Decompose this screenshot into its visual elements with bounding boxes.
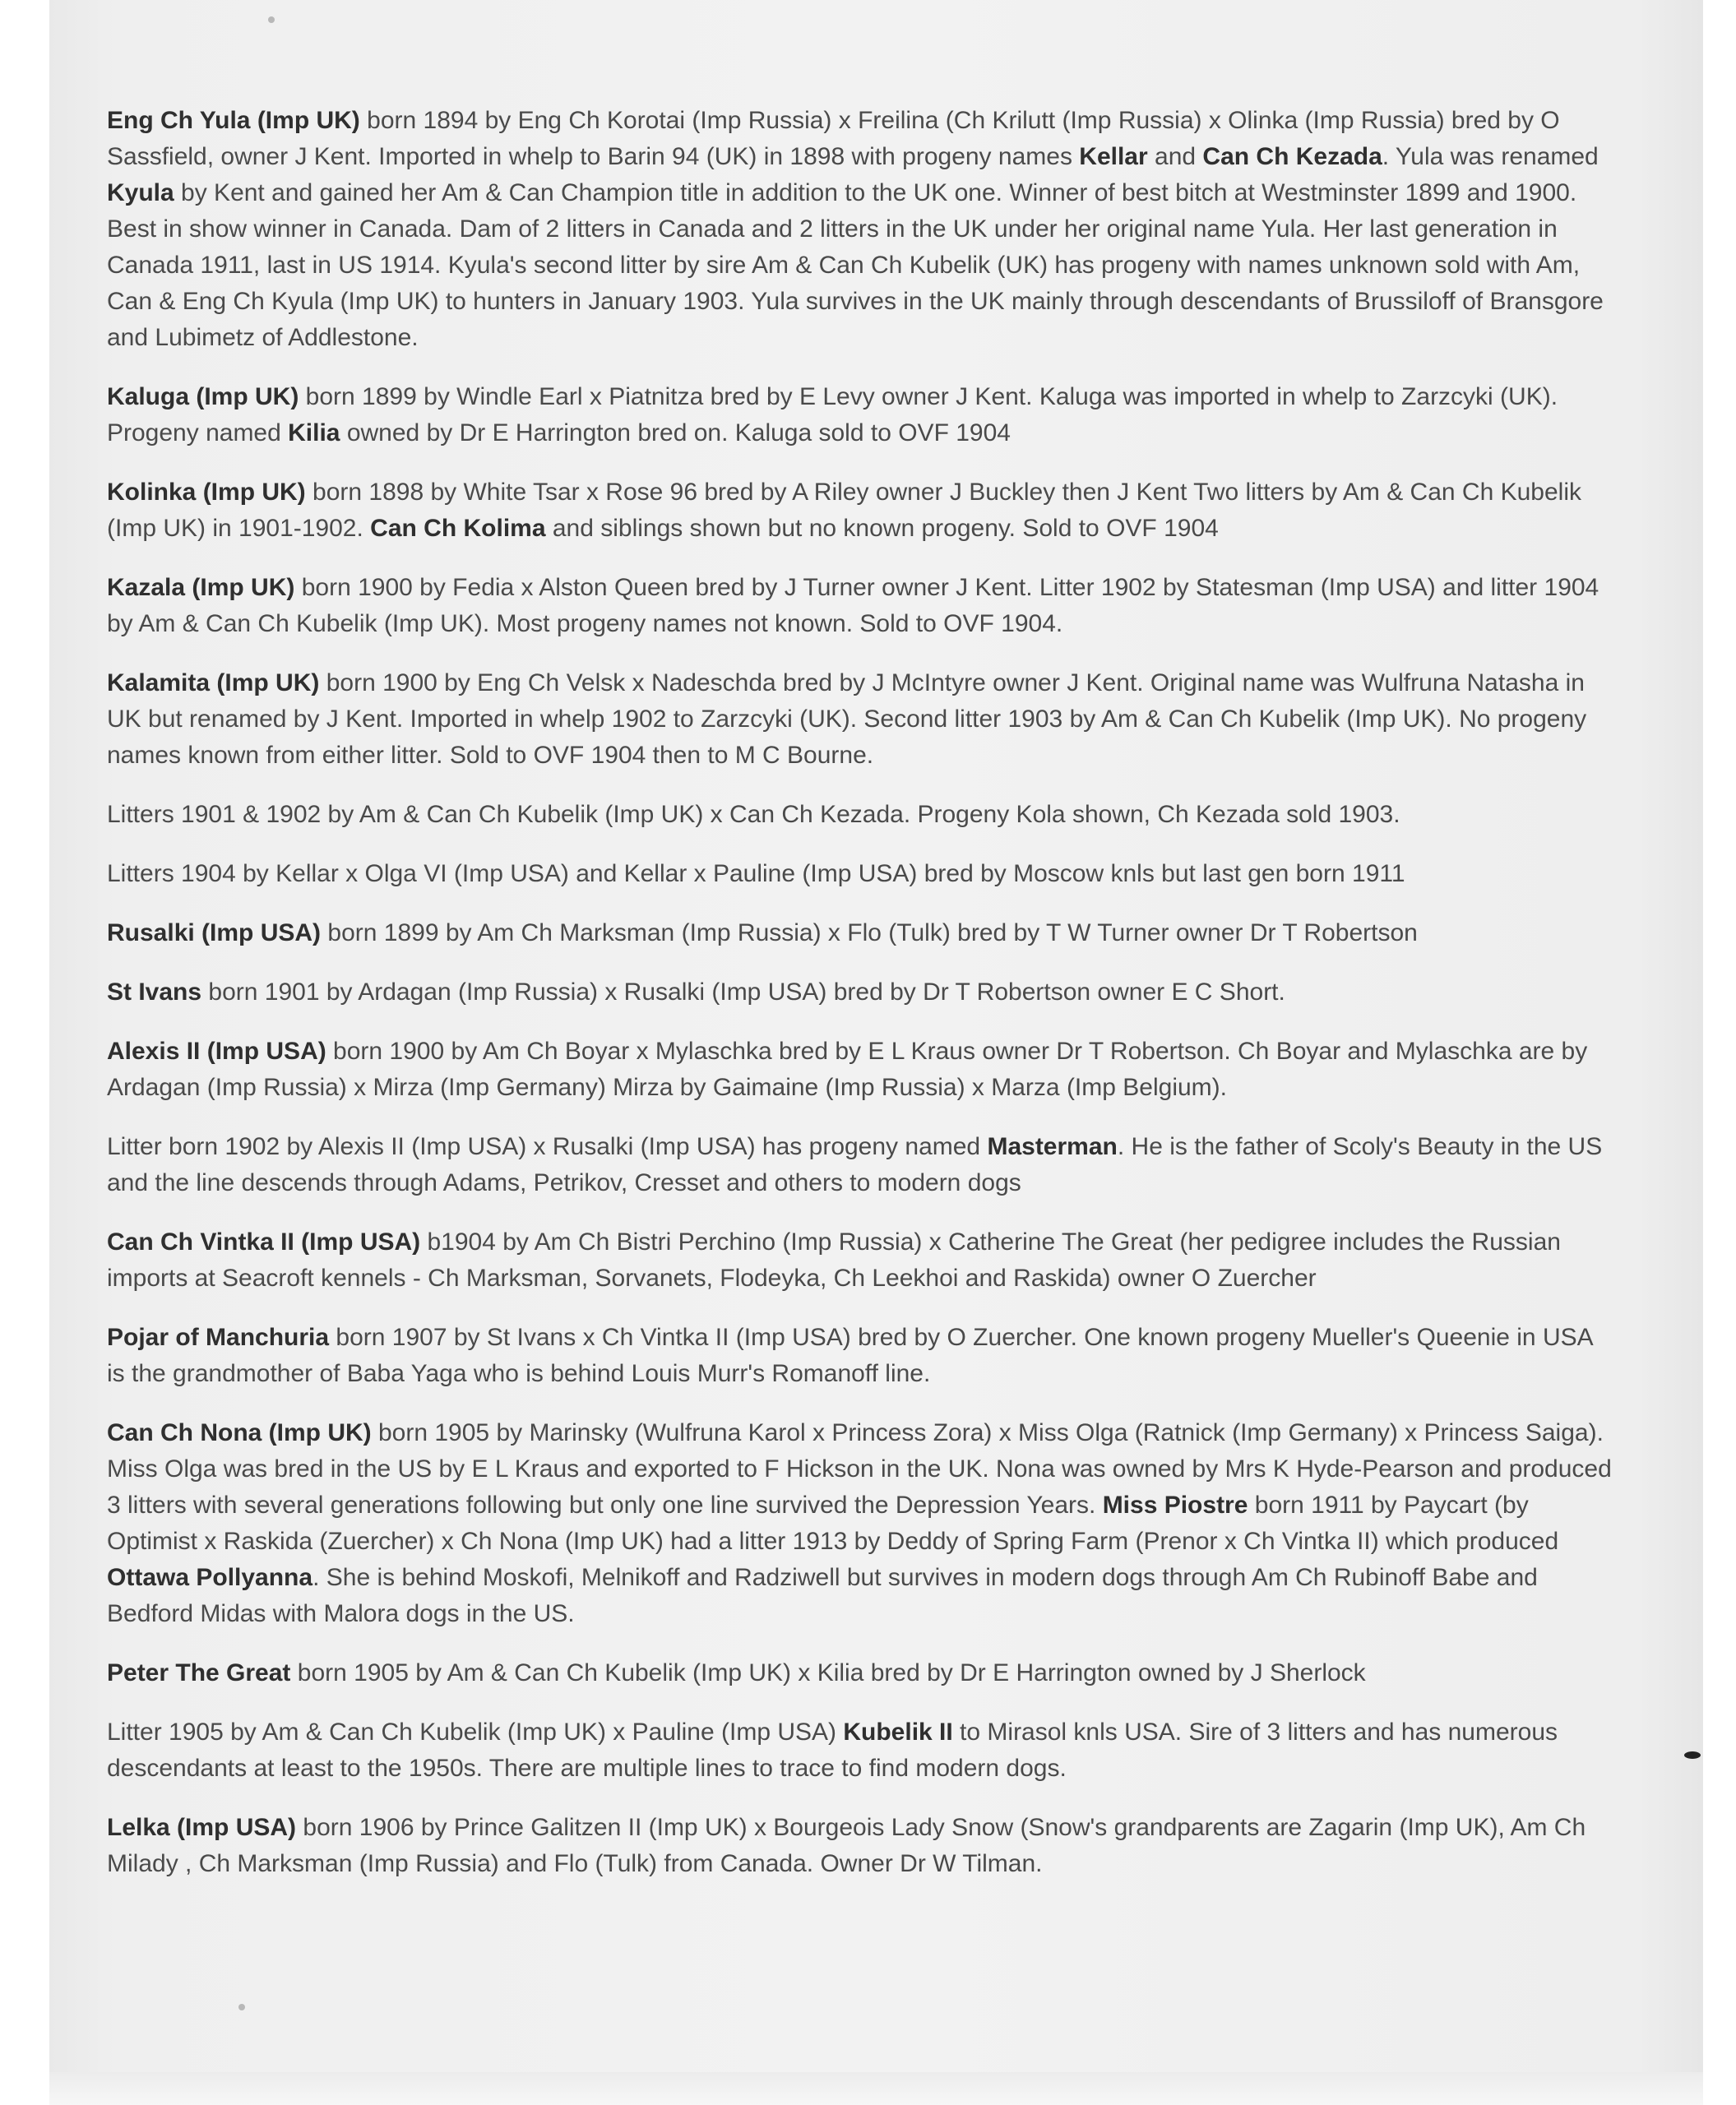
dog-name: Kyula xyxy=(107,179,174,206)
entry-text: by Kent and gained her Am & Can Champion title in addition to the UK one. Winner of best bitch at Westminster 1899 and 1900. Best in show winner in Canada. Dam of 2 litters in Canada and 2 litters in the UK under her original name Yula. Her last generation in Canada 1911, last in US 1914. Kyula's second litter by sire Am & Can Ch Kubelik (UK) has progeny with names unknown sold with Am, Can & Eng Ch Kyula (Imp UK) to hunters in January 1903. Yula survives in the UK mainly through descendants of Brussiloff of Bransgore and Lubimetz of Addlestone. xyxy=(107,179,1604,351)
pedigree-entry xyxy=(107,1415,1612,1632)
dog-name: Rusalki (Imp USA) xyxy=(107,919,322,946)
scan-speck xyxy=(238,2004,245,2010)
pedigree-entry xyxy=(107,103,1612,356)
entry-text: born 1894 by Eng Ch Korotai (Imp Russia) x Freilina (Ch Krilutt (Imp Russia) x Olinka (Imp Russia) bred by O Sassfield, owner J Kent. Imported in whelp to Barin 94 (UK) in 1898 with progeny names xyxy=(107,107,1560,170)
pedigree-entry xyxy=(107,915,1612,951)
entry-text: born 1900 by Am Ch Boyar x Mylaschka bred by E L Kraus owner Dr T Robertson. Ch Boyar and Mylaschka are by Ardagan (Imp Russia) x Mirza (Imp Germany) Mirza by Gaimaine (Imp Russia) x Marza (Imp Belgium). xyxy=(107,1038,1588,1101)
pedigree-entry xyxy=(107,1655,1612,1691)
dog-name: Kellar xyxy=(1079,143,1148,170)
scan-mark xyxy=(1684,1751,1701,1759)
dog-name: Kilia xyxy=(288,419,340,446)
pedigree-entry xyxy=(107,1034,1612,1106)
pedigree-entry xyxy=(107,1714,1612,1787)
entry-text: born 1898 by White Tsar x Rose 96 bred by A Riley owner J Buckley then J Kent Two litters by Am & Can Ch Kubelik (Imp UK) in 1901-1902. xyxy=(107,479,1581,542)
dog-name: Kaluga (Imp UK) xyxy=(107,383,299,410)
dog-name: St Ivans xyxy=(107,978,202,1006)
entry-text: Litter 1905 by Am & Can Ch Kubelik (Imp UK) x Pauline (Imp USA) xyxy=(107,1719,844,1746)
entry-text: and siblings shown but no known progeny. Sold to OVF 1904 xyxy=(545,515,1219,542)
pedigree-entry xyxy=(107,856,1612,892)
dog-name: Lelka (Imp USA) xyxy=(107,1814,297,1841)
pedigree-entry xyxy=(107,379,1612,451)
dog-name: Masterman xyxy=(987,1133,1118,1160)
entry-text: b1904 by Am Ch Bistri Perchino (Imp Russia) x Catherine The Great (her pedigree includes the Russian imports at Seacroft kennels - Ch Marksman, Sorvanets, Flodeyka, Ch Leekhoi and Raskida) owner O Zuercher xyxy=(107,1228,1561,1292)
entry-text: born 1905 by Am & Can Ch Kubelik (Imp UK) x Kilia bred by Dr E Harrington owned by J Sherlock xyxy=(290,1659,1366,1686)
dog-name: Pojar of Manchuria xyxy=(107,1324,330,1351)
entry-text: . Yula was renamed xyxy=(1382,143,1599,170)
dog-name: Can Ch Kezada xyxy=(1202,143,1382,170)
pedigree-entry xyxy=(107,570,1612,642)
dog-name: Kazala (Imp UK) xyxy=(107,574,295,601)
entry-text: Litter born 1902 by Alexis II (Imp USA) x Rusalki (Imp USA) has progeny named xyxy=(107,1133,988,1160)
dog-name: Ottawa Pollyanna xyxy=(107,1564,313,1591)
scan-speck xyxy=(268,16,275,23)
entry-text: born 1906 by Prince Galitzen II (Imp UK) x Bourgeois Lady Snow (Snow's grandparents are Zagarin (Imp UK), Am Ch Milady , Ch Marksman (Imp Russia) and Flo (Tulk) from Canada. Owner Dr W Tilman. xyxy=(107,1814,1586,1877)
entry-text: born 1899 by Am Ch Marksman (Imp Russia) x Flo (Tulk) bred by T W Turner owner Dr T Robertson xyxy=(321,919,1418,946)
entry-text: born 1901 by Ardagan (Imp Russia) x Rusalki (Imp USA) bred by Dr T Robertson owner E C Short. xyxy=(201,978,1285,1006)
pedigree-entry xyxy=(107,1224,1612,1297)
entry-text: born 1907 by St Ivans x Ch Vintka II (Imp USA) bred by O Zuercher. One known progeny Mueller's Queenie in USA is the grandmother of Baba Yaga who is behind Louis Murr's Romanoff line. xyxy=(107,1324,1592,1387)
entry-text: . He is the father of Scoly's Beauty in the US and the line descends through Adams, Petrikov, Cresset and others to modern dogs xyxy=(107,1133,1603,1196)
dog-name: Peter The Great xyxy=(107,1659,291,1686)
entry-text: . She is behind Moskofi, Melnikoff and Radziwell but survives in modern dogs through Am Ch Rubinoff Babe and Bedford Midas with Malora dogs in the US. xyxy=(107,1564,1538,1627)
dog-name: Kolinka (Imp UK) xyxy=(107,479,306,506)
entry-text: born 1899 by Windle Earl x Piatnitza bred by E Levy owner J Kent. Kaluga was imported in whelp to Zarzcyki (UK). Progeny named xyxy=(107,383,1558,446)
entry-text: owned by Dr E Harrington bred on. Kaluga sold to OVF 1904 xyxy=(340,419,1011,446)
dog-name: Can Ch Vintka II (Imp USA) xyxy=(107,1228,421,1256)
pedigree-entry xyxy=(107,974,1612,1011)
entry-text: Litters 1901 & 1902 by Am & Can Ch Kubelik (Imp UK) x Can Ch Kezada. Progeny Kola shown, Ch Kezada sold 1903. xyxy=(107,801,1400,828)
entry-text: Litters 1904 by Kellar x Olga VI (Imp USA) and Kellar x Pauline (Imp USA) bred by Moscow knls but last gen born 1911 xyxy=(107,860,1405,887)
entry-text: and xyxy=(1147,143,1203,170)
page-bottom-edge xyxy=(49,2072,1703,2105)
pedigree-entry xyxy=(107,474,1612,547)
entry-text: born 1911 by Paycart (by Optimist x Raskida (Zuercher) x Ch Nona (Imp UK) had a litter 1913 by Deddy of Spring Farm (Prenor x Ch Vintka II) which produced xyxy=(107,1492,1559,1555)
document-body xyxy=(107,103,1612,1905)
dog-name: Alexis II (Imp USA) xyxy=(107,1038,326,1065)
pedigree-entry xyxy=(107,1320,1612,1392)
entry-text: born 1905 by Marinsky (Wulfruna Karol x Princess Zora) x Miss Olga (Ratnick (Imp Germany) x Princess Saiga). Miss Olga was bred in the US by E L Kraus and exported to F Hickson in the UK. Nona was owned by Mrs K Hyde-Pearson and produced 3 litters with several generations following but only one line survived the Depression Years. xyxy=(107,1419,1612,1519)
pedigree-entry xyxy=(107,1810,1612,1882)
entry-text: to Mirasol knls USA. Sire of 3 litters and has numerous descendants at least to the 1950s. There are multiple lines to trace to find modern dogs. xyxy=(107,1719,1558,1782)
dog-name: Miss Piostre xyxy=(1102,1492,1248,1519)
dog-name: Eng Ch Yula (Imp UK) xyxy=(107,107,360,134)
dog-name: Kalamita (Imp UK) xyxy=(107,669,320,696)
entry-text: born 1900 by Fedia x Alston Queen bred by J Turner owner J Kent. Litter 1902 by Statesman (Imp USA) and litter 1904 by Am & Can Ch Kubelik (Imp UK). Most progeny names not known. Sold to OVF 1904. xyxy=(107,574,1599,637)
dog-name: Can Ch Nona (Imp UK) xyxy=(107,1419,372,1446)
pedigree-entry xyxy=(107,1129,1612,1201)
dog-name: Can Ch Kolima xyxy=(370,515,546,542)
entry-text: born 1900 by Eng Ch Velsk x Nadeschda bred by J McIntyre owner J Kent. Original name was Wulfruna Natasha in UK but renamed by J Kent. Imported in whelp 1902 to Zarzcyki (UK). Second litter 1903 by Am & Can Ch Kubelik (Imp UK). No progeny names known from either litter. Sold to OVF 1904 then to M C Bourne. xyxy=(107,669,1587,769)
pedigree-entry xyxy=(107,797,1612,833)
pedigree-entry xyxy=(107,665,1612,774)
dog-name: Kubelik II xyxy=(843,1719,953,1746)
